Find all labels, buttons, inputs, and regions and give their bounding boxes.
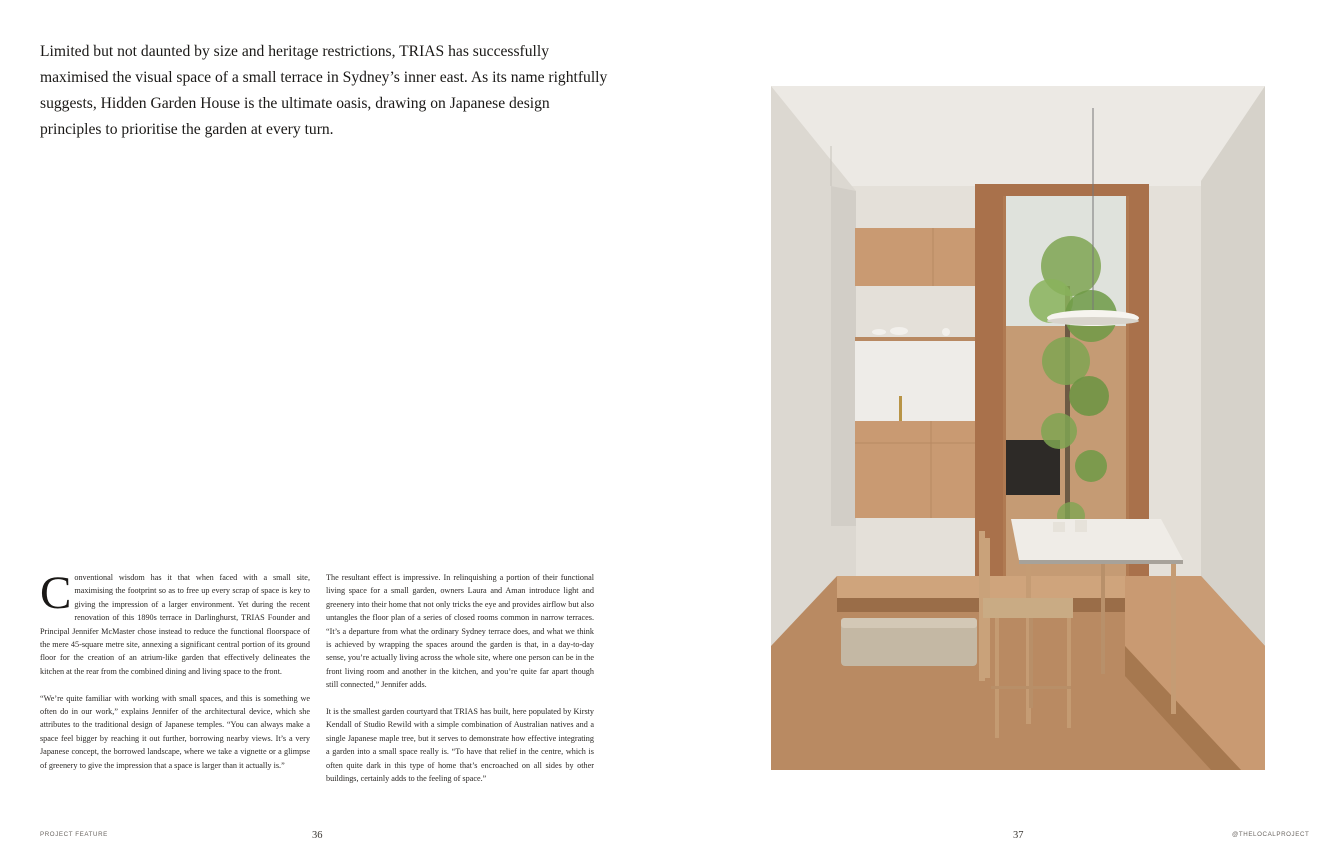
body-column-left [40, 567, 310, 785]
intro-paragraph: Limited but not daunted by size and heritage restrictions, TRIAS has successfully maximised the visual space of a small terrace in Sydney’s inner east. As its name rightfully suggests, Hidden Garden House is the ultimate oasis, drawing on Japanese design principles to prioritise the garden at every turn. [40, 43, 608, 138]
body-paragraph: The resultant effect is impressive. In relinquishing a portion of their functional living space for a small garden, owners Laura and Aman introduce light and greenery into their home that not only tricks the eye and provides airflow but also untangles the floor plan of a series of closed rooms common in narrow terraces. “It’s a departure from what the ordinary Sydney terrace does, and what we think is achieved by wrapping the spaces around the garden is that, in a day-to-day sense, you’re actually living across the whole site, where one person can be in the front living room and another in the kitchen, and you’re quite far apart though still connected,” Jennifer adds. [326, 573, 594, 690]
body-text: onventional wisdom has it that when faced with a small site, maximising the footprint so as to free up every scrap of space is key to giving the impression of a larger environment. Yet during the recent renovation of this 1890s terrace in Darlinghurst, TRIAS Founder and Principal Jennifer McMaster chose instead to reduce the functional floorspace of the mere 45-square metre site, annexing a significant central portion of its ground floor for the creation of an atrium-like garden that effectively delineates the kitchen at the rear from the combined dining and living space to the front. [40, 573, 310, 676]
drop-cap: C [40, 567, 72, 619]
body-paragraph: “We’re quite familiar with working with small spaces, and this is something we often do in our work,” explains Jennifer of the architectural device, which she attributes to the traditional design of Japanese temples. “You can always make a space feel bigger by reaching it out further, borrowing nearby views. It’s a very Japanese concept, the borrowed landscape, where we take a vignette or a glimpse of greenery to give the impression that a space is larger than it actually is.” [40, 693, 310, 770]
body-paragraph: It is the smallest garden courtyard that TRIAS has built, here populated by Kirsty Kendall of Studio Rewild with a simple combination of Australian natives and a single Japanese maple tree, but it serves to demonstrate how effective integrating a garden into a small space really is. “To have that relief in the centre, which is often quite dark in this type of home that’s encroached on all sides by other buildings, certainly adds to the feeling of space.” [326, 707, 594, 784]
body-paragraph [40, 567, 310, 678]
page-number-left: 36 [312, 830, 323, 841]
body-column-right [326, 571, 594, 799]
running-header-right: @THELOCALPROJECT [1232, 831, 1310, 838]
interior-photo [771, 86, 1265, 770]
page-number-right: 37 [1013, 830, 1024, 841]
running-header-left: PROJECT FEATURE [40, 831, 108, 838]
